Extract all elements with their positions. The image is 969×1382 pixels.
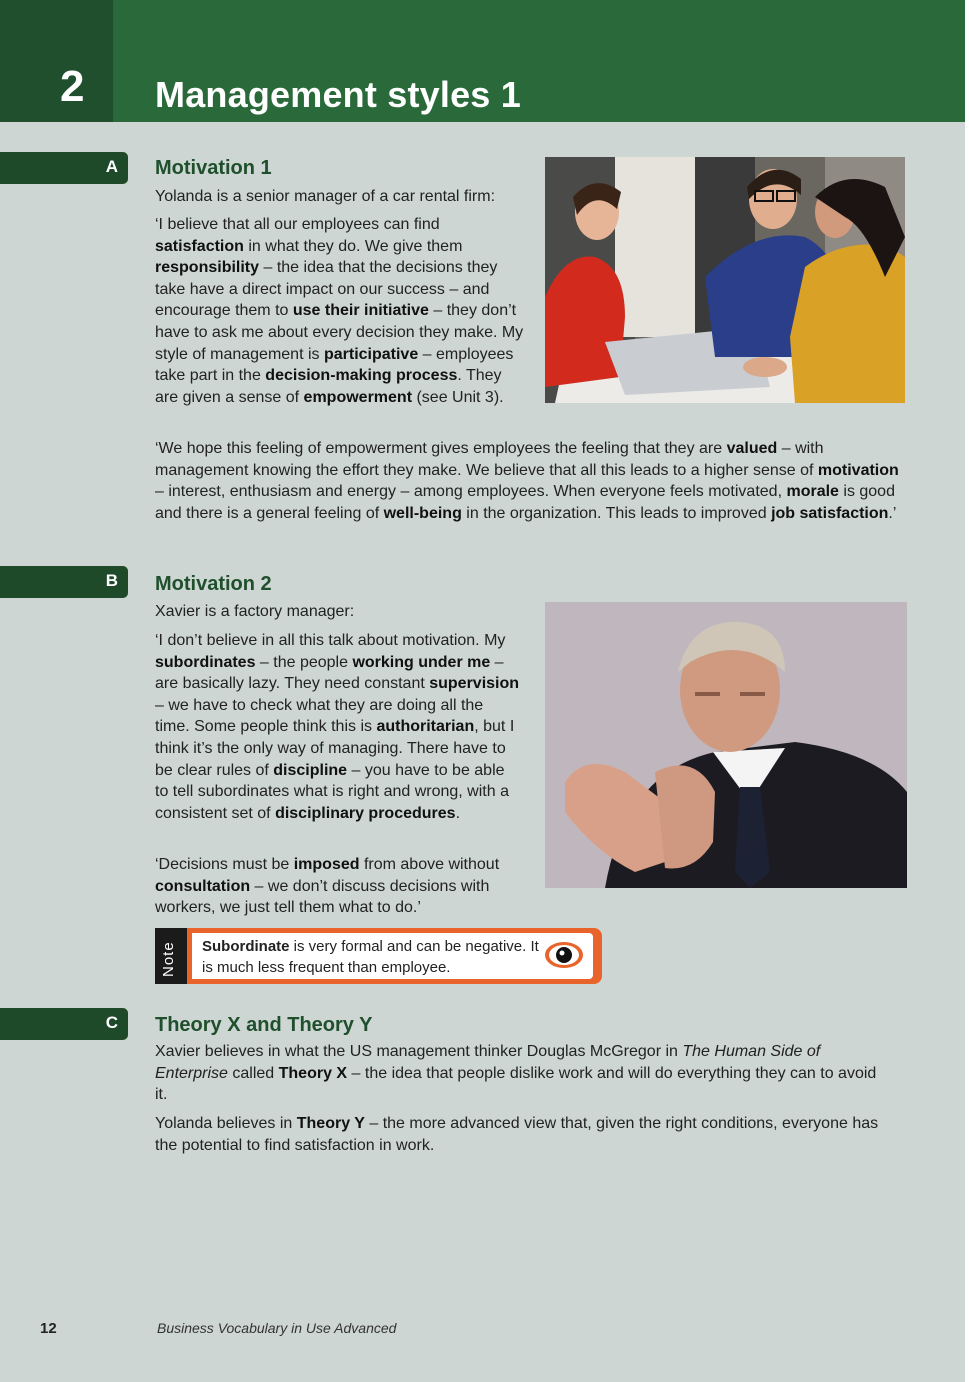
text-run: ‘I don’t believe in all this talk about motivation. My <box>155 632 506 649</box>
key-term: authoritarian <box>376 718 475 736</box>
section-a-intro: Yolanda is a senior manager of a car rental firm: <box>155 188 496 205</box>
note-text <box>202 937 542 978</box>
key-term: Subordinate <box>202 938 290 955</box>
key-term: motivation <box>817 461 899 479</box>
text-run: Yolanda believes in <box>155 1115 297 1132</box>
section-c-paragraph-1 <box>155 1041 885 1106</box>
note-label: Note <box>160 941 177 977</box>
key-term: Theory X <box>278 1064 348 1082</box>
text-run: in the organization. This leads to improved <box>461 504 772 522</box>
section-b-intro: Xavier is a factory manager: <box>155 603 355 620</box>
text-run: – we have to check what they are doing all the time. Some people think this is <box>155 696 484 736</box>
text-run: ‘We hope this feeling of empowerment gives employees the feeling that they are <box>155 440 727 457</box>
section-c-tab <box>0 1008 128 1040</box>
note-content <box>192 933 593 979</box>
text-run: – interest, enthusiasm and energy – among employees. When everyone feels motivated, <box>155 483 787 501</box>
key-term: use their initiative <box>292 302 429 320</box>
text-run: .’ <box>888 504 897 522</box>
unit-title: Management styles 1 <box>155 74 521 115</box>
key-term: subordinates <box>155 653 256 671</box>
text-run: – are basically lazy. They need constant <box>155 653 504 693</box>
text-run: called <box>227 1064 279 1082</box>
text-run: . <box>455 804 461 822</box>
text-run: (see Unit 3). <box>412 388 504 406</box>
text-run: – we don’t discuss decisions with workers, we just tell them what to do.’ <box>155 877 490 917</box>
key-term: job satisfaction <box>771 504 889 522</box>
unit-header <box>0 0 965 122</box>
text-run: – the idea that the decisions they take have a direct impact on our success – and encourage them to <box>155 259 498 320</box>
key-term: valued <box>726 440 778 457</box>
text-run: ‘I believe that all our employees can find <box>155 216 440 233</box>
eye-icon <box>543 939 585 971</box>
text-run: from above without <box>359 856 500 873</box>
note-box <box>155 928 602 984</box>
key-term: working under me <box>352 653 491 671</box>
section-b-paragraph-1 <box>155 630 520 824</box>
text-run: is good and there is a general feeling of <box>155 483 895 522</box>
key-term: consultation <box>155 877 251 895</box>
section-c-heading: Theory X and Theory Y <box>155 1014 373 1036</box>
section-b-letter: B <box>105 571 118 590</box>
text-run: – the more advanced view that, given the right conditions, everyone has the potential to find satisfaction in work. <box>155 1115 879 1154</box>
key-term: decision-making process <box>265 367 458 385</box>
section-b-tab <box>0 566 128 598</box>
section-c-letter: C <box>105 1013 118 1032</box>
text-run: – the idea that people dislike work and will do everything they can to avoid it. <box>155 1064 877 1104</box>
note-label-box <box>155 928 187 984</box>
manager-photo <box>545 602 907 888</box>
key-term: supervision <box>429 675 520 693</box>
section-a-letter: A <box>105 157 118 176</box>
section-a-heading: Motivation 1 <box>155 157 272 179</box>
unit-number: 2 <box>60 62 85 111</box>
section-a-tab <box>0 152 128 184</box>
text-run: in what they do. We give them <box>243 237 463 255</box>
book-title: Business Vocabulary in Use Advanced <box>157 1320 397 1336</box>
section-b-paragraph-2 <box>155 854 527 919</box>
text-run: ‘Decisions must be <box>155 856 294 873</box>
text-run: – they don’t have to ask me about every decision they make. My style of management is <box>155 302 524 363</box>
text-run: – with management knowing the effort they make. We believe that all this leads to a higher sense of <box>155 440 824 479</box>
text-run: is very formal and can be negative. It is much less frequent than employee. <box>202 938 539 976</box>
key-term: well-being <box>383 504 462 522</box>
text-run: Xavier believes in what the US management thinker Douglas McGregor in <box>155 1043 683 1060</box>
key-term: Theory Y <box>296 1115 365 1132</box>
meeting-photo <box>545 157 905 403</box>
key-term: responsibility <box>155 259 260 277</box>
key-term: imposed <box>293 856 360 873</box>
page-number: 12 <box>40 1320 57 1337</box>
key-term: satisfaction <box>155 237 244 255</box>
section-a-paragraph-1 <box>155 214 527 408</box>
section-c-paragraph-2 <box>155 1113 895 1156</box>
key-term: empowerment <box>303 388 413 406</box>
key-term: disciplinary procedures <box>275 804 456 822</box>
text-run: – the people <box>255 653 353 671</box>
text-run: – employees take part in the <box>155 345 514 385</box>
section-a-paragraph-2 <box>155 438 910 524</box>
section-b-heading: Motivation 2 <box>155 573 272 595</box>
unit-number-box <box>0 0 113 122</box>
text-run: – you have to be able to tell subordinates what is right and wrong, with a consistent set of <box>155 761 509 822</box>
text-run: . They are given a sense of <box>155 367 502 406</box>
key-term: morale <box>786 483 839 501</box>
book-reference: The Human Side of Enterprise <box>155 1043 821 1082</box>
key-term: participative <box>323 345 419 363</box>
text-run: , but I think it’s the only way of managing. There have to be clear rules of <box>155 718 515 779</box>
key-term: discipline <box>273 761 348 779</box>
